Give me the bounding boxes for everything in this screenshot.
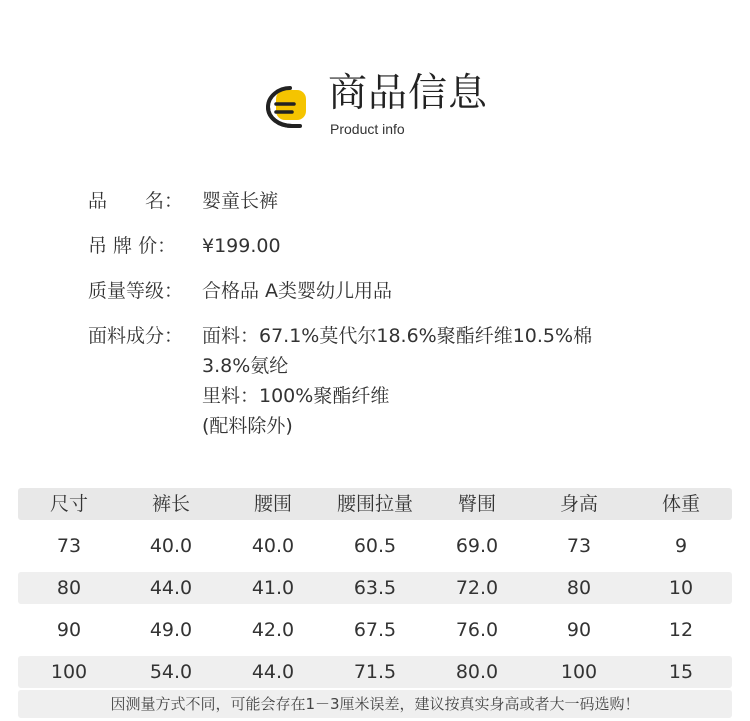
info-value [202,186,728,216]
table-cell: 90 [566,619,592,641]
table-cell: 9 [674,535,688,557]
table-header-cell: 腰围 [253,493,292,515]
info-value [202,231,728,261]
table-row [18,530,732,562]
table-cell: 100 [50,661,88,683]
info-value-line: 里料：100%聚酯纤维 [202,385,390,407]
table-row [18,656,732,688]
table-cell: 72.0 [455,577,499,599]
info-row-grade [88,276,728,306]
table-cell: 76.0 [455,619,499,641]
info-label: 面料成分： [88,325,184,347]
table-row [18,614,732,646]
info-value [202,321,728,441]
info-value-line: 合格品 A类婴幼儿用品 [202,280,393,302]
table-header-cell: 臀围 [457,493,496,515]
table-cell: 60.5 [353,535,397,557]
info-value-line: 3.8%氨纶 [202,355,289,377]
info-label: 质量等级： [88,280,184,302]
table-header-cell: 体重 [661,493,700,515]
table-cell: 63.5 [353,577,397,599]
table-cell: 40.0 [251,535,295,557]
info-label: 品 名： [88,190,184,212]
table-cell: 41.0 [251,577,295,599]
info-label: 吊 牌 价： [88,235,177,257]
info-value-line: 婴童长裤 [202,190,279,212]
info-value-line: (配料除外) [202,415,293,437]
measurement-note: 因测量方式不同，可能会存在1－3厘米误差，建议按真实身高或者大一码选购！ [18,690,732,718]
document-lines-icon [262,82,312,132]
table-cell: 12 [668,619,694,641]
info-value-line: ¥199.00 [202,235,281,257]
product-info-list [88,186,728,456]
info-row-price [88,231,728,261]
table-cell: 49.0 [149,619,193,641]
info-row-fabric [88,321,728,441]
table-header-cell: 裤长 [151,493,190,515]
info-value [202,276,728,306]
table-cell: 90 [56,619,82,641]
table-cell: 15 [668,661,694,683]
table-cell: 71.5 [353,661,397,683]
table-cell: 80.0 [455,661,499,683]
table-cell: 54.0 [149,661,193,683]
table-cell: 40.0 [149,535,193,557]
table-cell: 67.5 [353,619,397,641]
table-cell: 80 [56,577,82,599]
table-header-row [18,488,732,520]
table-header-cell: 尺寸 [49,493,88,515]
table-cell: 44.0 [251,661,295,683]
table-cell: 73 [566,535,592,557]
info-value-line: 面料：67.1%莫代尔18.6%聚酯纤维10.5%棉 [202,325,593,347]
table-cell: 80 [566,577,592,599]
table-header-cell: 身高 [559,493,598,515]
table-row [18,572,732,604]
size-table [18,488,732,698]
table-cell: 69.0 [455,535,499,557]
table-cell: 100 [560,661,598,683]
section-header [262,71,502,144]
table-cell: 73 [56,535,82,557]
page-subtitle: Product info [330,121,405,137]
table-header-cell: 腰围拉量 [336,493,413,515]
page-title: 商品信息 [328,71,489,116]
table-cell: 42.0 [251,619,295,641]
info-row-name [88,186,728,216]
table-cell: 10 [668,577,694,599]
table-cell: 44.0 [149,577,193,599]
